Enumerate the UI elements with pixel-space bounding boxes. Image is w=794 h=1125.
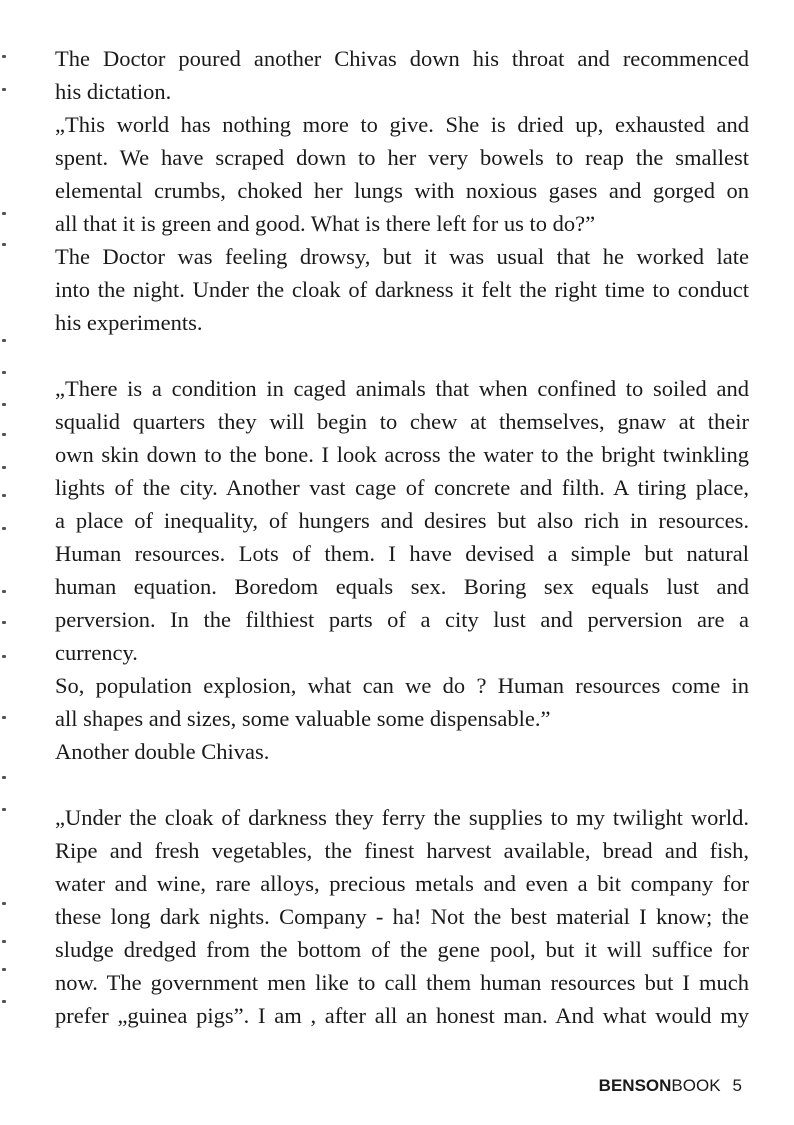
text-line: elemental crumbs, choked her lungs with noxious gases and gorged on	[55, 178, 749, 203]
page-footer	[599, 1076, 742, 1096]
binding-mark	[2, 621, 6, 624]
binding-mark	[2, 339, 6, 342]
text-line: The Doctor was feeling drowsy, but it was usual that he worked late	[55, 244, 749, 269]
binding-mark	[2, 716, 6, 719]
text-line: Another double Chivas.	[55, 739, 270, 764]
text-line: all that it is green and good. What is there left for us to do?”	[55, 211, 596, 236]
text-line: sludge dredged from the bottom of the gene pool, but it will suffice for	[55, 937, 749, 962]
text-line: lights of the city. Another vast cage of concrete and filth. A tiring place,	[55, 475, 749, 500]
binding-mark	[2, 243, 6, 246]
binding-edge-marks	[0, 0, 10, 1125]
binding-mark	[2, 466, 6, 469]
text-line: these long dark nights. Company - ha! Not the best material I know; the	[55, 904, 749, 929]
text-line: all shapes and sizes, some valuable some dispensable.”	[55, 706, 551, 731]
text-line: „Under the cloak of darkness they ferry the supplies to my twilight world.	[55, 805, 749, 830]
text-line: currency.	[55, 640, 138, 665]
text-line: So, population explosion, what can we do ? Human resources come in	[55, 673, 749, 698]
text-line: water and wine, rare alloys, precious metals and even a bit company for	[55, 871, 749, 896]
text-line: own skin down to the bone. I look across the water to the bright twinkling	[55, 442, 749, 467]
text-line: Human resources. Lots of them. I have devised a simple but natural	[55, 541, 749, 566]
text-line: „There is a condition in caged animals that when confined to soiled and	[55, 376, 749, 401]
paragraph-gap	[55, 768, 749, 801]
binding-mark	[2, 88, 6, 91]
text-line: Ripe and fresh vegetables, the finest harvest available, bread and fish,	[55, 838, 749, 863]
text-line: spent. We have scraped down to her very bowels to reap the smallest	[55, 145, 749, 170]
binding-mark	[2, 494, 6, 497]
text-line: his experiments.	[55, 310, 203, 335]
binding-mark	[2, 590, 6, 593]
text-line: prefer „guinea pigs”. I am , after all an honest man. And what would my	[55, 1003, 749, 1028]
binding-mark	[2, 433, 6, 436]
text-line: a place of inequality, of hungers and desires but also rich in resources.	[55, 508, 749, 533]
text-line: perversion. In the filthiest parts of a city lust and perversion are a	[55, 607, 749, 632]
text-line: now. The government men like to call them human resources but I much	[55, 970, 749, 995]
binding-mark	[2, 968, 6, 971]
page-number: 5	[732, 1076, 742, 1095]
footer-brand-regular: BOOK	[671, 1076, 721, 1095]
text-line: squalid quarters they will begin to chew at themselves, gnaw at their	[55, 409, 749, 434]
text-line: The Doctor poured another Chivas down his throat and recommenced	[55, 46, 749, 71]
binding-mark	[2, 940, 6, 943]
text-line: into the night. Under the cloak of darkness it felt the right time to conduct	[55, 277, 749, 302]
text-line: „This world has nothing more to give. She is dried up, exhausted and	[55, 112, 749, 137]
footer-brand-bold: BENSON	[598, 1076, 672, 1095]
book-page-text	[55, 42, 749, 1032]
paragraph-gap	[55, 339, 749, 372]
binding-mark	[2, 371, 6, 374]
text-line: his dictation.	[55, 79, 172, 104]
binding-mark	[2, 527, 6, 530]
binding-mark	[2, 776, 6, 779]
binding-mark	[2, 808, 6, 811]
binding-mark	[2, 655, 6, 658]
binding-mark	[2, 1000, 6, 1003]
binding-mark	[2, 403, 6, 406]
text-line: human equation. Boredom equals sex. Boring sex equals lust and	[55, 574, 749, 599]
binding-mark	[2, 902, 6, 905]
binding-mark	[2, 212, 6, 215]
binding-mark	[2, 55, 6, 58]
